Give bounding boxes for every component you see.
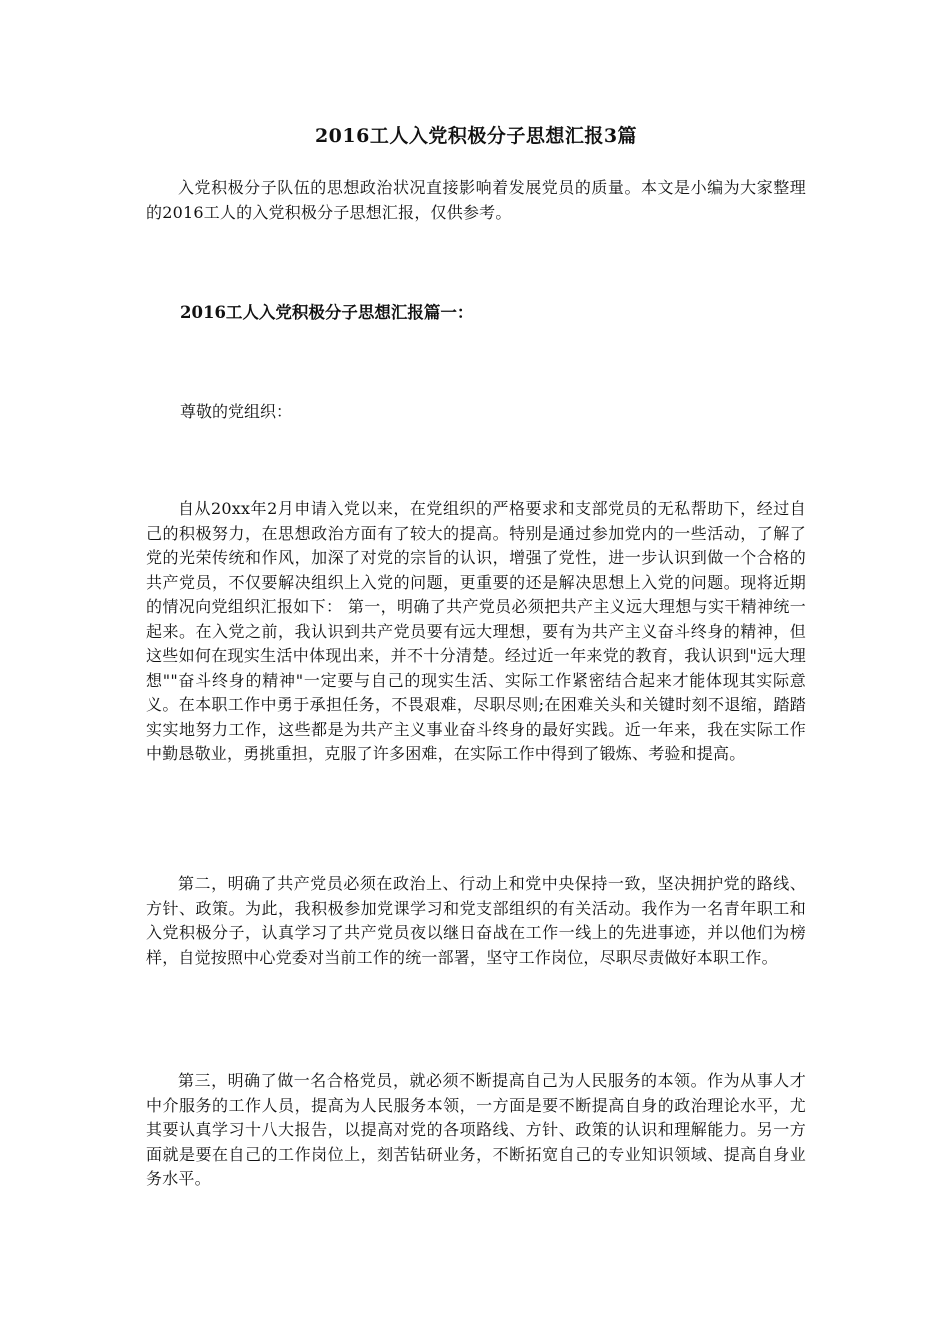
document-page xyxy=(146,0,806,1344)
body-paragraph-3: 第三，明确了做一名合格党员，就必须不断提高自己为人民服务的本领。作为从事人才中介服务的工作人员，提高为人民服务本领，一方面是要不断提高自身的政治理论水平，尤其要认真学习十八大报告，以提高对党的各项路线、方针、政策的认识和理解能力。另一方面就是要在自己的工作岗位上，刻苦钻研业务，不断拓宽自己的专业知识领域、提高自身业务水平。 xyxy=(146,1071,806,1188)
body-paragraph-1: 自从20xx年2月申请入党以来，在党组织的严格要求和支部党员的无私帮助下，经过自己的积极努力，在思想政治方面有了较大的提高。特别是通过参加党内的一些活动，了解了党的光荣传统和作风，加深了对党的宗旨的认识，增强了党性，进一步认识到做一个合格的共产党员，不仅要解决组织上入党的问题，更重要的还是解决思想上入党的问题。现将近期的情况向党组织汇报如下： 第一，明确了共产党员必须把共产主义远大理想与实干精神统一起来。在入党之前，我认识到共产党员要有远大理想，要有为共产主义奋斗终身的精神，但这些如何在现实生活中体现出来，并不十分清楚。经过近一年来党的教育，我认识到"远大理想""奋斗终身的精神"一定要与自己的现实生活、实际工作紧密结合起来才能体现其实际意义。在本职工作中勇于承担任务，不畏艰难，尽职尽则;在困难关头和关键时刻不退缩，踏踏实实地努力工作，这些都是为共产主义事业奋斗终身的最好实践。近一年来，我在实际工作中勤恳敬业，勇挑重担，克服了许多困难，在实际工作中得到了锻炼、考验和提高。 xyxy=(146,499,806,763)
intro-paragraph: 入党积极分子队伍的思想政治状况直接影响着发展党员的质量。本文是小编为大家整理的2016工人的入党积极分子思想汇报，仅供参考。 xyxy=(146,178,806,222)
document-title: 2016工人入党积极分子思想汇报3篇 xyxy=(314,125,638,147)
body-paragraph-2: 第二，明确了共产党员必须在政治上、行动上和党中央保持一致，坚决拥护党的路线、方针、政策。为此，我积极参加党课学习和党支部组织的有关活动。我作为一名青年职工和入党积极分子，认真学习了共产党员夜以继日奋战在工作一线上的先进事迹，并以他们为榜样，自觉按照中心党委对当前工作的统一部署，坚守工作岗位，尽职尽责做好本职工作。 xyxy=(146,874,806,967)
section-heading: 2016工人入党积极分子思想汇报篇一： xyxy=(180,303,474,322)
salutation: 尊敬的党组织： xyxy=(180,402,293,421)
